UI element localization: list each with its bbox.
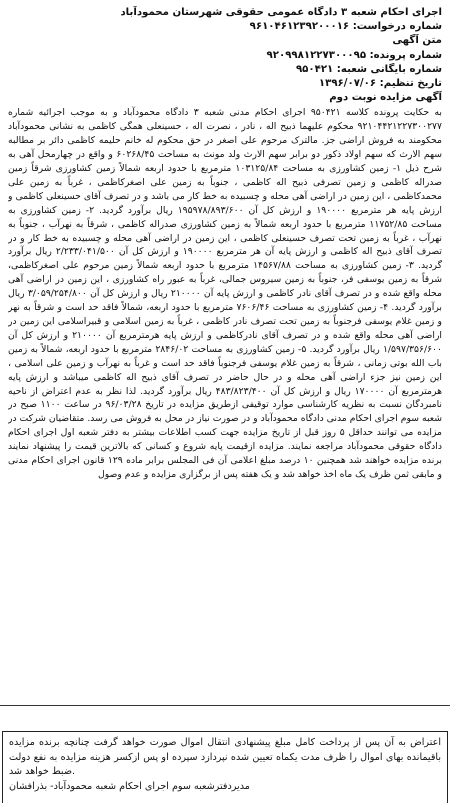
case-number: شماره پرونده: ۹۲۰۹۹۸۱۲۲۷۳۰۰۰۹۵: [266, 49, 442, 61]
divider: [0, 705, 450, 706]
footer-text: اعتراض به آن پس از پرداخت کامل مبلغ پیشنهادی انتقال اموال صورت خواهد گرفت چنانچه برنده مزایده باقیمانده بهای اموال را ظرف مدت یکماه تعیین شده نپردازد سپرده او پس ازکسر هزینه مزایده به نفع دولت ضبط خواهد شد.: [9, 737, 441, 778]
signature-line: مدیردفترشعبه سوم اجرای احکام شعبه محمودآباد- بذرافشان: [9, 780, 250, 792]
petition-number: شماره درخواست: ۹۶۱۰۴۶۱۲۳۹۲۰۰۰۱۶: [249, 21, 442, 33]
archive-number: شماره بایگانی شعبه: ۹۵۰۴۲۱: [295, 63, 442, 75]
notice-text-label: متن آگهی: [392, 35, 442, 47]
notice-subtitle: آگهی مزایده نوبت دوم: [329, 92, 442, 104]
issue-date: تاریخ تنظیم: ۱۳۹۶/۰۷/۰۶: [318, 78, 442, 90]
footer-box: [2, 731, 448, 803]
notice-body: به حکایت پرونده کلاسه ۹۵۰۴۲۱ اجرای احکام مدنی شعبه ۳ دادگاه محمودآباد و به موجب اجرائیه شماره ۹۲۱۰۴۴۲۱۲۲۷۳۰۰۲۷۷ محکوم علیهما ذبیح اله ، نادر ، نصرت اله ، حسینعلی همگی کاظمی به نشانی محمودآباد محکومند به فروش اراضی جز. مالترک مرحوم علی اصغر در حق محکوم له خانم حلیمه کاظمی دائر بر مطالبه سهم الارث که سهم اولاد ذکور دو برابر سهم الارث ولد مونث به مساحت ۶۰۲۶۸/۴۵ و واقع در چهارمحل آهی به شرح ذیل ۱- زمین کشاورزی به مساحت ۱۰۳۱۲۵/۸۴ مترمربع با حدود اربعه شمالاً زمین کشاورزی شرقاً زمین صدراله کاظمی و زمین تصرفی ذبیح اله کاظمی ، جنوباً به زمین علی اصغرکاظمی ، غرباً به زمین علی محمدکاظمی ، این زمین در اراضی آهی محله و چسبیده به خط کار می باشد و در تصرف آقای حسینعلی کاظمی و ارزش پایه هر مترمربع ۱۹۰۰۰۰ و ارزش کل آن ۱۹۵۹۷۸/۸۹۳/۶۰۰ ریال برآورد گردید. ۲- زمین کشاورزی به مساحت ۱۱۷۵۲/۸۵ مترمربع با حدود اربعه شمالاً به زمین کشاورزی صدراله کاظمی ، شرقاً به نهرآب ، جنوباً به نهرآب ، غرباً به زمین تحت تصرف حسینعلی کاظمی ، این زمین در اراضی آهی محله و چسبیده به خط کار و در تصرف آقای ذبیح اله کاظمی و ارزش پایه آن هر مترمربع ۱۹۰۰۰۰ و ارزش کل آن ۲/۲۳۳/۰۴۱/۵۰۰ ریال برآورد گردید. ۳- زمین کشاورزی به مساحت ۱۴۵۶۷/۸۸ مترمربع با حدود اربعه شمالاً زمین مرحوم علی اصغرکاظمی، شرقاً به زمین یوسفی فر، جنوباً به زمین سیروس جمالی، غرباً به عبور راه کشاورزی ، این زمین در اراضی آهی محله واقع شده و در تصرف آقای نادر کاظمی و ارزش پایه آن ۲۱۰۰۰۰ ریال و ارزش کل آن ۳/۰۵۹/۲۵۴/۸۰۰ ریال برآورد گردید. ۴- زمین کشاورزی به مساحت ۷۶۰۶/۴۶ مترمربع با حدود اربعه، شمالاً فاقد حد است و شرقاً به نهر و زمین غلام یوسفی فرجنوباً به زمین تحت تصرف نادر کاظمی ، غرباً به زمین اسلامی و قبیراسلامی این زمین در اراضی آهی محله واقع شده و در تصرف آقای نادرکاظمی و ارزش پایه هرمترمربع آن ۲۱۰۰۰۰ و ارزش کل آن ۱/۵۹۷/۳۵۶/۶۰۰ ریال برآورد گردید. ۵- زمین کشاورزی به مساحت ۲۸۴۶/۰۲ مترمربع با حدود اربعه، شمالاً به زمین باب الله بوتی زمانی ، شرقاً به زمین غلام یوسفی فرجنوباً فاقد حد است و غرباً به نهرآب و زمین علی اسلامی ، این زمین نیز جزء اراضی آهی محله و در حال حاضر در تصرف آقای ذبیح اله کاظمی میباشد و ارزش پایه هرمترمربع آن ۱۷۰۰۰۰ ریال و ارزش کل آن ۴۸۳/۸۲۳/۴۰۰ ریال برآورد گردید. لذا نظر به عدم اعتراض از ناحیه نامبردگان نسبت به نظریه کارشناسی موارد توقیفی ازطریق مزایده در تاریخ ۹۶/۰۳/۲۸ در ساعت ۱۱۰۰ صبح در شعبه سوم اجرای احکام مدنی دادگاه محمودآباد و در صورت نیاز در محل به فروش می رسد. متقاضیان شرکت در مزایده می توانند حداقل ۵ روز قبل از تاریخ مزایده جهت کسب اطلاعات بیشتر به دفتر شعبه اول اجرای احکام دادگاه حقوقی محمودآباد مراجعه نمایند. مزایده ازقیمت پایه شروع و کسانی که بالاترین قیمت را پیشنهاد نمایند برنده مزایده خواهند شد همچنین ۱۰ درصد مبلغ اعلامی آن فی المجلس برابر ماده ۱۲۹ قانون اجرای احکام مدنی و مابقی ثمن ظرف یک ماه اخذ خواهد شد و یک هفته پس از برگزاری مزایده و عدم وصول: [8, 107, 442, 480]
notice-header: [8, 6, 442, 105]
issuer-title: اجرای احکام شعبه ۳ دادگاه عمومی حقوقی شهرستان محمودآباد: [120, 7, 442, 18]
